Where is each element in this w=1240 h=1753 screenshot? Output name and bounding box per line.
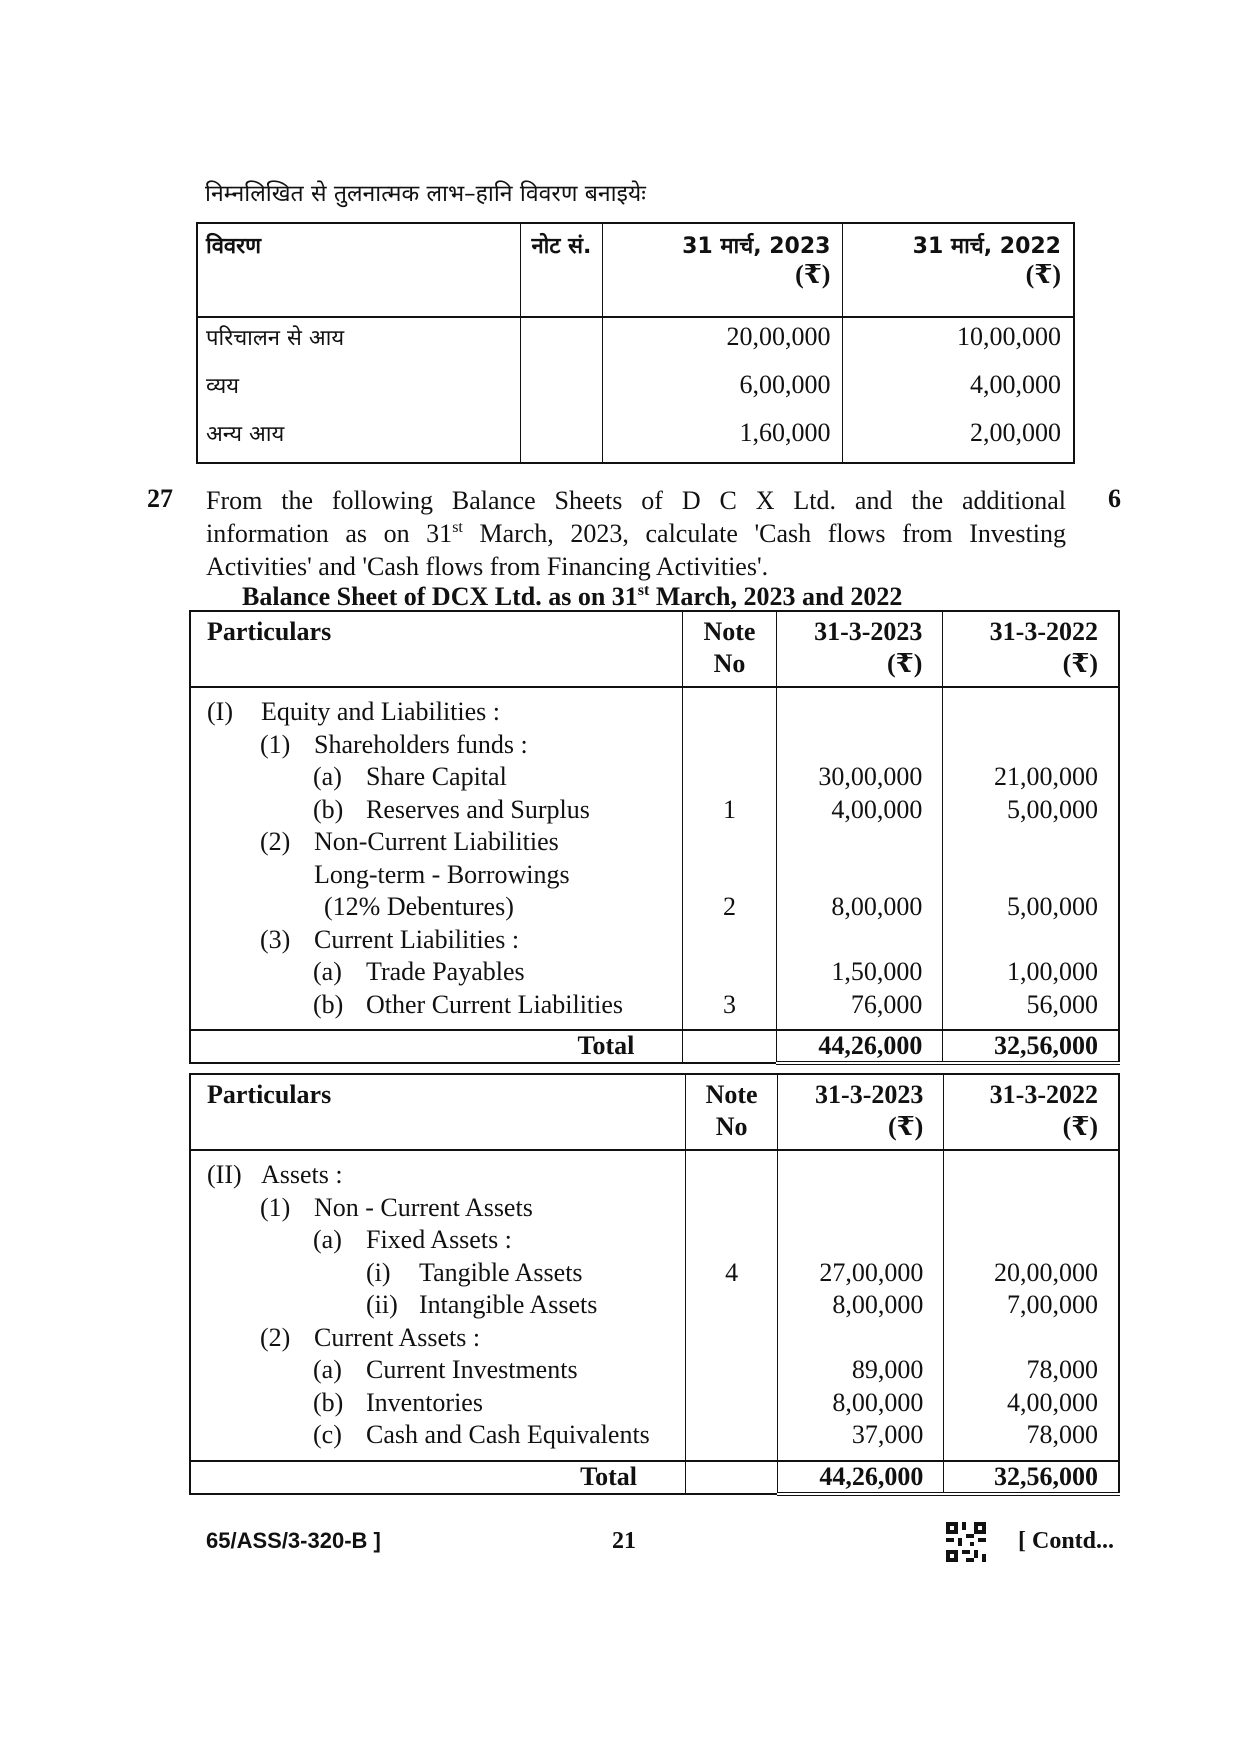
item-label: (12% Debentures) [324,892,514,921]
row-note: 4 [685,1257,777,1290]
row-note [685,1192,777,1225]
item-label: Intangible Assets [419,1290,598,1319]
row-particulars [190,1289,685,1322]
row-value-2023: 8,00,000 [778,1289,944,1322]
row-value-2023: 8,00,000 [778,1387,944,1420]
question-line-2 [206,517,1066,550]
item-label: Long-term - Borrowings [314,859,570,889]
item-label: Shareholders funds : [314,729,528,759]
paper-code: 65/ASS/3-320-B ] [206,1528,381,1553]
question-line-2-end: March, 2023, calculate 'Cash flows from Investing [462,519,1066,548]
item-number: (c) [313,1420,342,1449]
total-note [683,1030,776,1063]
row-value-2022 [944,1192,1119,1225]
item-label: Reserves and Surplus [366,794,590,824]
row-value-2022: 21,00,000 [943,761,1119,794]
item-number: (1) [260,729,291,759]
header-note-label: Note [705,1080,758,1109]
table-row [190,1322,1119,1355]
total-label: Total [190,1461,685,1494]
header-unit: (₹) [1062,1112,1098,1141]
row-note [685,1289,777,1322]
header-particulars: विवरण [197,223,521,317]
table-row [190,859,1119,892]
spacer-cell [683,1021,776,1030]
header-2023 [602,223,843,317]
spacer-cell [778,1452,944,1461]
row-note [683,956,776,989]
row-note: 3 [683,989,776,1022]
row-particulars [190,1419,685,1452]
table-row [190,826,1119,859]
row-value-2022: 78,000 [944,1419,1119,1452]
comparative-statement-table [196,222,1075,464]
item-label: Share Capital [366,762,507,791]
table-row [190,729,1119,762]
row-value-2023: 76,000 [776,989,943,1022]
row-value-2022: 10,00,000 [843,317,1074,366]
table-row [197,366,1074,414]
header-unit: (₹) [1062,649,1098,678]
table-row [190,891,1119,924]
row-note [683,826,776,859]
question-text [206,484,1066,583]
row-particulars [190,1354,685,1387]
spacer-row [190,687,1119,696]
header-unit: (₹) [886,649,923,678]
question-line-3: Activities' and 'Cash flows from Financing Activities'. [206,552,769,581]
item-number: (3) [260,924,291,954]
row-note [521,414,603,463]
row-particulars [190,794,683,827]
table-row [190,956,1119,989]
liabilities-table [189,610,1120,1065]
header-2022 [843,223,1074,317]
question-line-2-start: information as on 31 [206,519,453,548]
row-particulars [190,859,683,892]
header-2022-label: 31 मार्च, 2022 [912,234,1061,259]
row-note [521,317,603,366]
row-value-2023 [778,1322,944,1355]
row-value-2022 [943,859,1119,892]
row-value-2023: 89,000 [778,1354,944,1387]
total-row [190,1030,1119,1063]
row-value-2022: 56,000 [943,989,1119,1022]
superscript: st [637,582,650,599]
row-particulars [190,1192,685,1225]
row-value-2023 [778,1224,944,1257]
spacer-cell [685,1150,777,1159]
table-row [190,1289,1119,1322]
continued-marker: [ Contd... [1018,1528,1115,1554]
title-end: March, 2023 and 2022 [649,582,903,611]
question-line-1: From the following Balance Sheets of D C X Ltd. and the additional [206,486,1066,515]
row-note [683,859,776,892]
row-value-2023: 8,00,000 [776,891,943,924]
spacer-cell [685,1452,777,1461]
row-particulars [190,891,683,924]
header-2023-unit: (₹) [795,260,831,289]
item-label: Other Current Liabilities [366,989,624,1019]
hindi-instruction: निम्नलिखित से तुलनात्मक लाभ–हानि विवरण बनाइयेः [205,181,646,207]
question-number: 27 [147,484,173,513]
row-value-2023: 30,00,000 [776,761,943,794]
row-value-2023: 27,00,000 [778,1257,944,1290]
item-label: Cash and Cash Equivalents [366,1420,650,1449]
total-2022: 32,56,000 [943,1030,1119,1063]
header-2022 [943,611,1119,687]
balance-sheet-title [242,582,902,612]
row-particulars [190,956,683,989]
header-date: 31-3-2022 [989,1080,1098,1109]
spacer-row [190,1150,1119,1159]
row-particulars [190,1322,685,1355]
row-note [683,761,776,794]
spacer-cell [776,1021,943,1030]
assets-table [189,1073,1120,1496]
table-header-row [197,223,1074,317]
item-label: Current Investments [366,1355,578,1384]
item-number: (1) [260,1192,291,1222]
item-label: Current Assets : [314,1322,481,1352]
header-date: 31-3-2022 [989,617,1098,646]
item-label: Inventories [366,1387,483,1417]
item-label: Assets : [261,1160,343,1189]
table-header-row [190,1074,1119,1150]
table-row [197,414,1074,463]
page-number: 21 [612,1528,636,1554]
row-value-2022 [944,1224,1119,1257]
header-note-no [683,611,776,687]
spacer-cell [683,687,776,696]
row-label: अन्य आय [206,422,285,447]
table-row [190,924,1119,957]
row-value-2023 [776,729,943,762]
table-row [190,761,1119,794]
spacer-cell [778,1150,944,1159]
table-row [190,1257,1119,1290]
row-value-2022 [943,696,1119,729]
header-note-no [685,1074,777,1150]
row-value-2022 [944,1322,1119,1355]
row-note [685,1354,777,1387]
header-no-label: No [715,1112,748,1141]
spacer-row [190,1021,1119,1030]
row-note [683,696,776,729]
item-label: Fixed Assets : [366,1225,512,1254]
superscript: st [452,519,463,536]
item-number: (2) [260,1322,291,1352]
row-particulars [190,729,683,762]
table-row [197,317,1074,366]
row-particulars [190,1387,685,1420]
spacer-cell [776,687,943,696]
row-note [521,366,603,414]
row-value-2022: 4,00,000 [843,366,1074,414]
item-number: (II) [207,1160,242,1189]
item-label: Tangible Assets [419,1257,583,1287]
table-row [190,1192,1119,1225]
row-value-2023 [776,859,943,892]
spacer-cell [943,687,1119,696]
header-note-label: Note [703,617,756,646]
item-number: (2) [260,827,291,856]
header-2023 [776,611,943,687]
item-number: (i) [366,1257,391,1287]
item-number: (b) [313,1387,344,1417]
header-2022-unit: (₹) [1025,260,1061,289]
header-2022 [944,1074,1119,1150]
row-value-2022 [943,826,1119,859]
spacer-cell [190,1452,685,1461]
spacer-cell [944,1150,1119,1159]
spacer-cell [190,1150,685,1159]
spacer-cell [943,1021,1119,1030]
row-particulars [190,989,683,1022]
row-value-2023 [778,1192,944,1225]
question-marks: 6 [1108,484,1121,513]
total-2022: 32,56,000 [944,1461,1119,1494]
row-particulars [190,1257,685,1290]
total-row [190,1461,1119,1494]
row-particulars [190,826,683,859]
header-no-label: No [713,649,746,678]
row-value-2022: 4,00,000 [944,1387,1119,1420]
row-value-2022: 2,00,000 [843,414,1074,463]
spacer-cell [190,687,683,696]
table-row [190,1224,1119,1257]
row-value-2023: 6,00,000 [602,366,843,414]
table-row [190,696,1119,729]
table-row [190,1419,1119,1452]
row-value-2023 [778,1159,944,1192]
header-note: नोट सं. [521,223,603,317]
item-number: (b) [313,989,344,1019]
header-2023-label: 31 मार्च, 2023 [682,234,831,259]
header-unit: (₹) [887,1112,924,1141]
item-label: Non - Current Assets [314,1192,533,1222]
row-note: 1 [683,794,776,827]
item-number: (a) [313,1225,342,1254]
row-label: व्यय [206,374,240,399]
row-label: परिचालन से आय [206,326,345,351]
item-label: Equity and Liabilities : [261,697,501,726]
row-particulars [190,924,683,957]
header-particulars: Particulars [190,611,683,687]
row-value-2023: 4,00,000 [776,794,943,827]
row-value-2022: 7,00,000 [944,1289,1119,1322]
row-note [685,1159,777,1192]
row-note [685,1322,777,1355]
row-note [685,1387,777,1420]
table-row [190,1159,1119,1192]
item-number: (a) [313,1355,342,1384]
qr-code-icon [946,1522,986,1562]
row-value-2022: 5,00,000 [943,891,1119,924]
row-value-2022: 78,000 [944,1354,1119,1387]
row-value-2023: 1,50,000 [776,956,943,989]
row-particulars [190,1159,685,1192]
header-date: 31-3-2023 [814,617,923,646]
row-note [685,1419,777,1452]
row-value-2022 [943,729,1119,762]
item-label: Trade Payables [366,957,525,986]
table-row [190,1354,1119,1387]
liabilities-body [190,687,1119,1030]
row-value-2023 [776,924,943,957]
row-value-2022: 5,00,000 [943,794,1119,827]
header-2023 [778,1074,944,1150]
item-number: (a) [313,957,342,986]
assets-body [190,1150,1119,1461]
total-note [685,1461,777,1494]
spacer-cell [190,1021,683,1030]
row-value-2022: 20,00,000 [944,1257,1119,1290]
row-value-2023: 20,00,000 [602,317,843,366]
row-value-2023: 37,000 [778,1419,944,1452]
header-particulars: Particulars [190,1074,685,1150]
header-date: 31-3-2023 [815,1080,924,1109]
item-label: Non-Current Liabilities [314,827,559,856]
total-2023: 44,26,000 [776,1030,943,1063]
total-label: Total [190,1030,683,1063]
spacer-row [190,1452,1119,1461]
spacer-cell [944,1452,1119,1461]
row-note: 2 [683,891,776,924]
item-number: (a) [313,762,342,791]
row-value-2023 [776,696,943,729]
total-2023: 44,26,000 [778,1461,944,1494]
item-number: (ii) [366,1290,398,1319]
table-row [190,989,1119,1022]
table-row [190,1387,1119,1420]
row-value-2023: 1,60,000 [602,414,843,463]
row-value-2022 [944,1159,1119,1192]
item-number: (I) [207,697,233,726]
row-note [683,924,776,957]
item-number: (b) [313,794,344,824]
row-value-2022 [943,924,1119,957]
row-note [683,729,776,762]
row-particulars [190,761,683,794]
row-particulars [190,1224,685,1257]
row-value-2023 [776,826,943,859]
row-note [685,1224,777,1257]
title-start: Balance Sheet of DCX Ltd. as on 31 [242,582,638,611]
item-label: Current Liabilities : [314,924,520,954]
table-header-row [190,611,1119,687]
table-row [190,794,1119,827]
row-value-2022: 1,00,000 [943,956,1119,989]
row-particulars [190,696,683,729]
